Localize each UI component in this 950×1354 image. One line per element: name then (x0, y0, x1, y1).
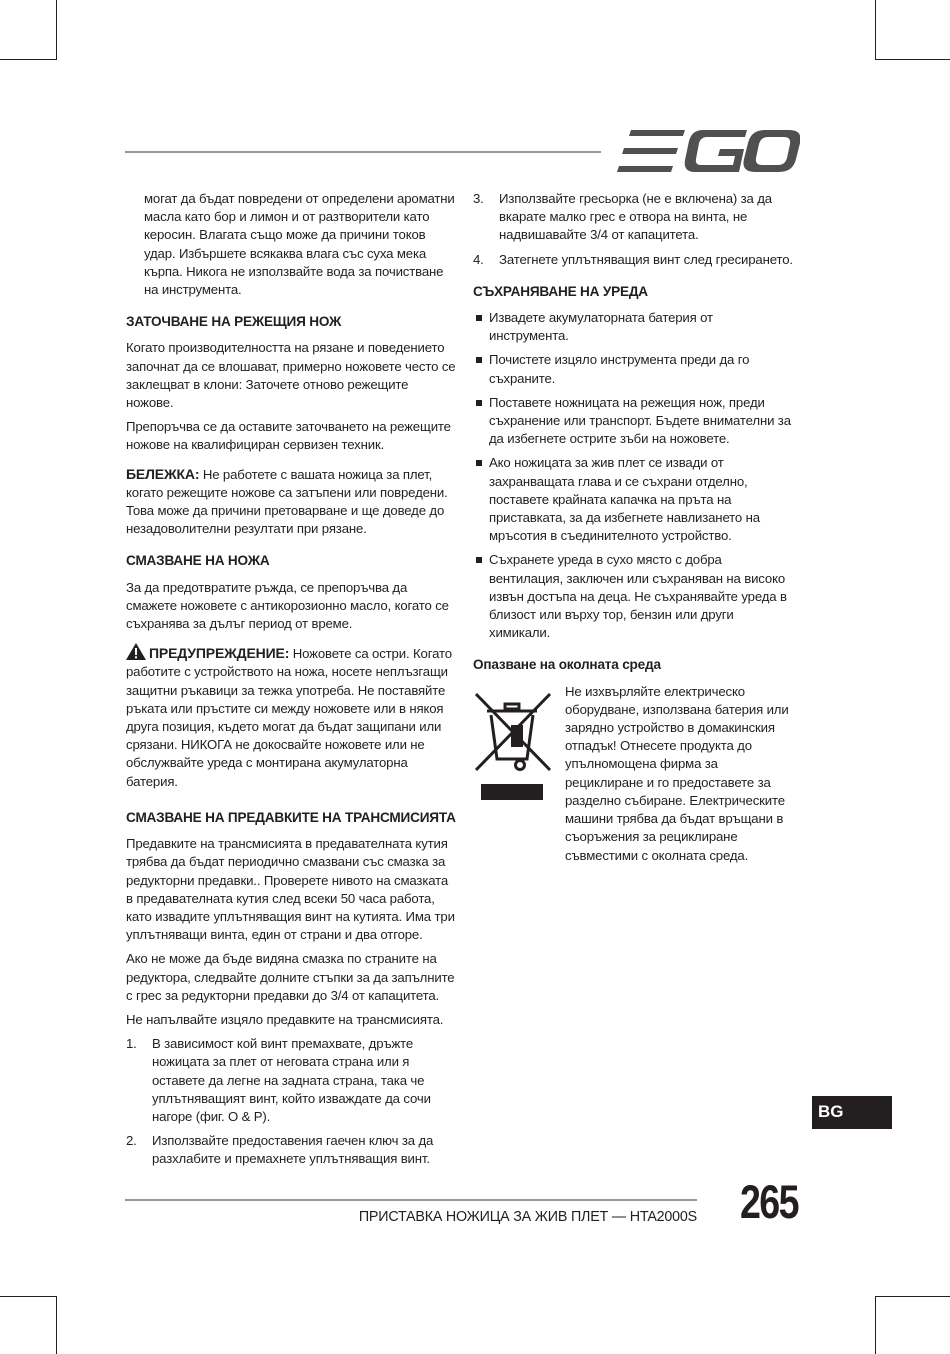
step-number: 1. (126, 1036, 137, 1052)
bullet-icon (476, 400, 482, 406)
right-column (473, 190, 795, 883)
list-item (126, 1132, 456, 1168)
footer-rule (125, 1199, 697, 1201)
list-item (473, 551, 795, 642)
language-code: BG (818, 1102, 844, 1121)
crop-mark (56, 1296, 57, 1354)
list-item (126, 1035, 456, 1126)
sharpening-paragraph-1: Когато производителността на рязане и поведението започнат да се влошават, примерно ножовете често се заклещват в клони: Заточете отново режещите ножове. (126, 340, 456, 411)
step-number: 3. (473, 191, 484, 206)
footer-title: ПРИСТАВКА НОЖИЦА ЗА ЖИВ ПЛЕТ — HTA2000S (358, 1209, 697, 1225)
weee-crossed-bin-icon (473, 685, 553, 805)
note-paragraph (126, 465, 456, 539)
storage-item-text: Ако ножицата за жив плет се извади от захранващата глава и се съхрани отделно, поставете крайната капачка на пръта на приставката, за да избегнете навлизането на мръсотия в съединителното устройство. (489, 455, 760, 544)
storage-item-text: Поставете ножницата на режещия нож, преди съхранение или транспорт. Бъдете внимателни за да избегнете острите зъби на ножовете. (489, 394, 791, 447)
gears-steps-list-continued (473, 190, 795, 269)
step-text: Затегнете уплътняващия винт след гресирането. (499, 251, 793, 267)
crop-mark (875, 1296, 876, 1354)
crop-mark (875, 59, 950, 60)
intro-paragraph: могат да бъдат повредени от определени ароматни масла като бор и лимон и от разтворители като керосин. Влагата също може да причини токов удар. Избършете всякаква влага със суха мека кърпа. Никога не използвайте вода за почистване на инструмента. (144, 191, 455, 298)
list-item (473, 454, 795, 545)
warning-triangle-icon (126, 643, 146, 660)
storage-item-text: Извадете акумулаторната батерия от инструмента. (489, 310, 713, 344)
step-text: В зависимост кой винт премахвате, дръжте ножицата за плет от неговата страна или я оставете да легне на задната страна, така че уплътняващият винт, който изваждате да сочи нагоре (фиг. O & P). (152, 1036, 431, 1124)
storage-item-text: Съхранете уреда в сухо място с добра вентилация, заключен или съхраняван на високо извън достъпа на деца. Не съхранявайте уреда в близост или върху тор, бензин или други химикали. (489, 552, 787, 641)
step-number: 2. (126, 1133, 137, 1149)
list-item (473, 351, 795, 387)
step-text: Използвайте предоставения гаечен ключ за да разхлабите и премахнете уплътняващия винт. (152, 1133, 434, 1167)
bullet-icon (476, 357, 482, 363)
gears-paragraph-3: Не напълвайте изцяло предавките на трансмисията. (126, 1011, 444, 1027)
gears-paragraph-1: Предавките на трансмисията в предавателната кутия трябва да бъдат периодично смазвани със смазка за редукторни предавки.. Проверете нивото на смазката в предавателната кутия след всеки 50 часа работа, като извадите уплътняващия винт на кутията. Има три уплътняващи винта, един от страни и два отгоре. (126, 836, 455, 943)
header-rule (125, 151, 601, 153)
environment-block (473, 683, 795, 883)
list-item (473, 394, 795, 449)
step-text: Използвайте гресьорка (не е включена) за да вкарате малко грес е отвора на винта, не надвишавайте 3/4 от капацитета. (499, 191, 772, 243)
heading-environment: Опазване на околната среда (473, 657, 661, 673)
gears-paragraph-2: Ако не може да бъде видяна смазка по страните на редуктора, следвайте долните стъпки за да запълните с грес за редукторни предавки до 3/4 от капацитета. (126, 951, 455, 1003)
warning-label: ПРЕДУПРЕЖДЕНИЕ: (149, 645, 290, 662)
list-item (473, 251, 795, 269)
bullet-icon (476, 460, 482, 466)
crop-mark (0, 59, 57, 60)
gears-steps-list (126, 1035, 456, 1168)
warning-paragraph (126, 643, 456, 791)
heading-sharpening: ЗАТОЧВАНЕ НА РЕЖЕЩИЯ НОЖ (126, 314, 342, 330)
lubricating-blade-paragraph: За да предотвратите ръжда, се препоръчва да смажете ножовете с антикорозионно масло, когато се съхранява за дълъг период от време. (126, 579, 449, 632)
crop-mark (875, 1296, 950, 1297)
crop-mark (875, 0, 876, 60)
heading-lubricating-blade: СМАЗВАНЕ НА НОЖА (126, 553, 270, 569)
environment-text: Не изхвърляйте електрическо оборудване, използвана батерия или зарядно устройство в домакинския отпадък! Отнесете продукта до упълномощена фирма за рециклиране и го предоставете за разделно събиране. Електрическите машини трябва да бъдат връщани в съоръжения за рециклиране съвместими с околната среда. (565, 683, 789, 863)
storage-list (473, 309, 795, 642)
list-item (473, 190, 795, 245)
warning-text: Ножовете са остри. Когато работите с устройството на ножа, носете неплъзгащи защитни ръкавици за тежка употреба. Не поставяйте ръката или пръстите си между ножовете или в някоя друга позиция, където могат да бъдат защипани или срязани. НИКОГА не докосвайте ножовете или не обслужвайте уреда с монтирана акумулаторна батерия. (126, 646, 452, 789)
bullet-icon (476, 557, 482, 563)
left-column (126, 190, 456, 1175)
language-tab (812, 1096, 892, 1129)
note-label: БЕЛЕЖКА: (126, 465, 200, 482)
ego-logo (617, 130, 800, 172)
sharpening-paragraph-2: Препоръчва се да оставите заточването на режещите ножове на квалифициран сервизен техник. (126, 419, 451, 453)
page-number: 265 (740, 1175, 798, 1228)
heading-storage: СЪХРАНЯВАНЕ НА УРЕДА (473, 283, 648, 299)
heading-lubricating-gears: СМАЗВАНЕ НА ПРЕДАВКИТЕ НА ТРАНСМИСИЯТА (126, 809, 456, 825)
step-number: 4. (473, 251, 484, 267)
storage-item-text: Почистете изцяло инструмента преди да го съхраните. (489, 352, 750, 386)
crop-mark (56, 0, 57, 60)
bullet-icon (476, 315, 482, 321)
crop-mark (0, 1296, 57, 1297)
list-item (473, 309, 795, 345)
note-text: Не работете с вашата ножица за плет, когато режещите ножове са затъпени или повредени. Това може да причини претоварване и ще доведе до незадоволителни резултати при рязане. (126, 466, 448, 537)
